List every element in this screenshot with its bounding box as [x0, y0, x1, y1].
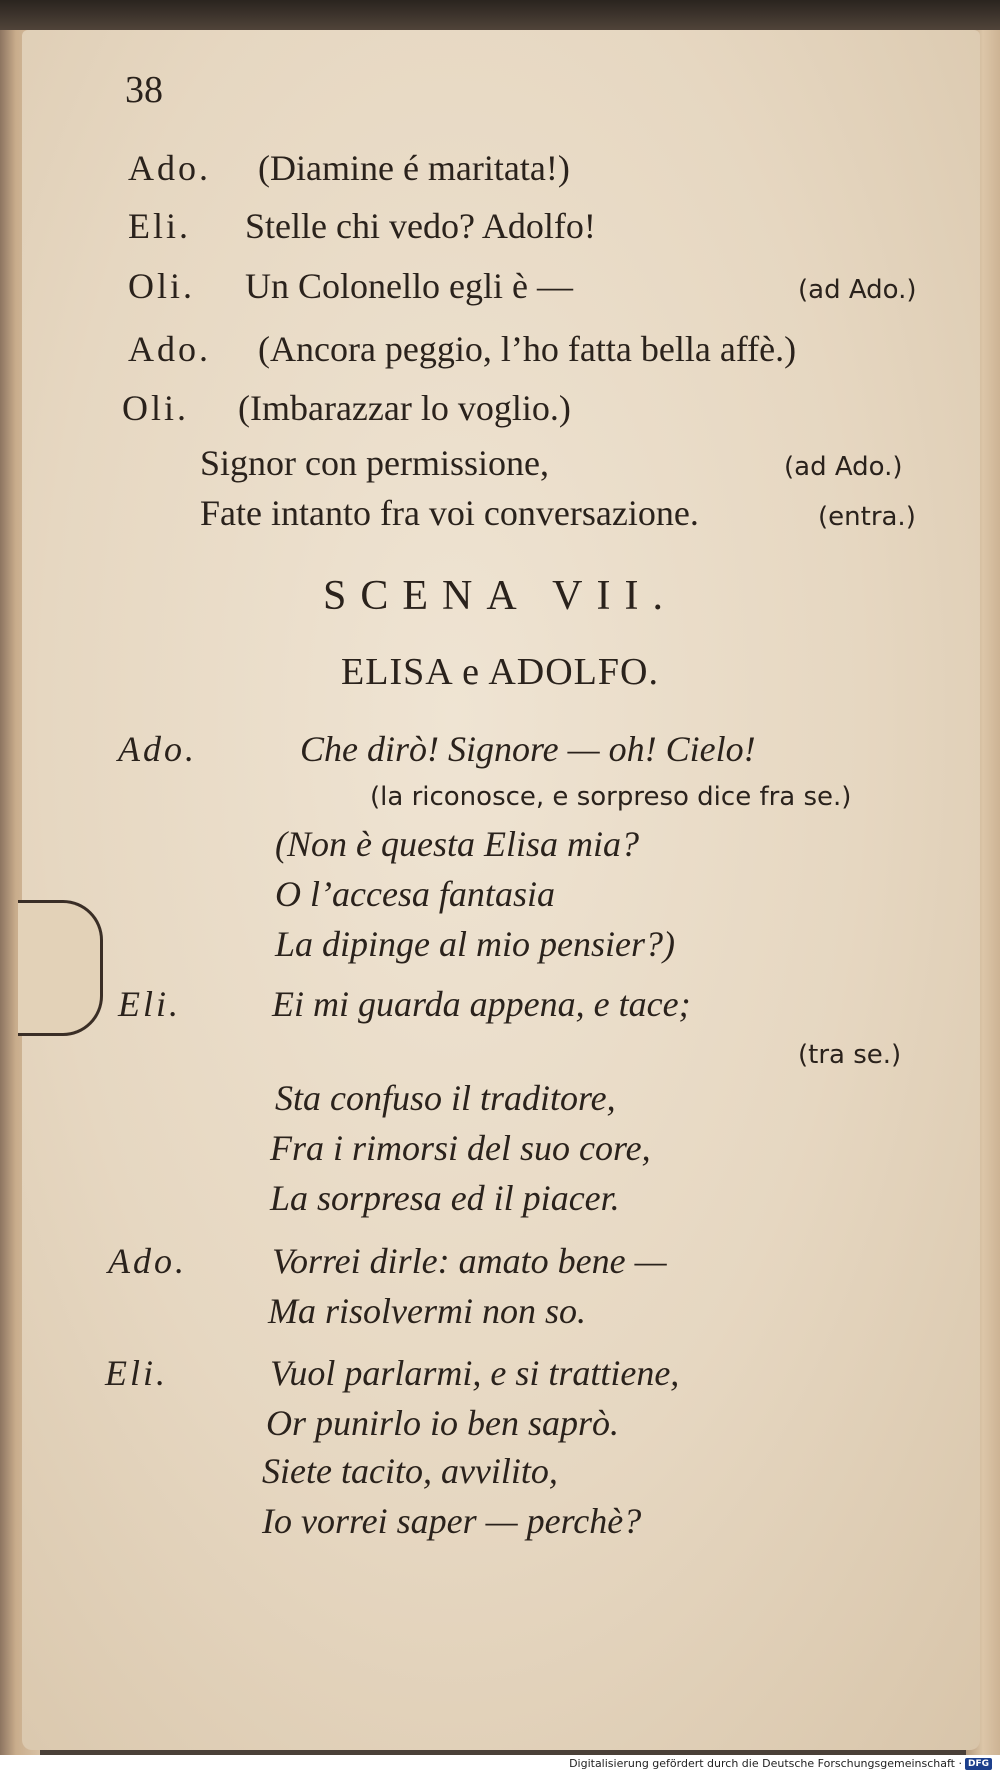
stage-direction: (ad Ado.)	[784, 452, 903, 482]
dialogue-line: (Non è questa Elisa mia?	[275, 824, 639, 864]
speaker-label: Ado.	[118, 729, 197, 769]
stage-direction: (entra.)	[818, 502, 916, 532]
dialogue-line: Or punirlo io ben saprò.	[266, 1403, 620, 1443]
speaker-label: Ado.	[128, 148, 211, 188]
stage-direction: (tra se.)	[798, 1040, 902, 1070]
speaker-label: Oli.	[122, 388, 190, 428]
dialogue-line: Fra i rimorsi del suo core,	[270, 1128, 651, 1168]
dialogue-line: (Diamine é maritata!)	[258, 148, 570, 188]
dialogue-line: Stelle chi vedo? Adolfo!	[245, 206, 596, 246]
stage-direction: (la riconosce, e sorpreso dice fra se.)	[370, 782, 852, 812]
dialogue-line: La dipinge al mio pensier?)	[275, 924, 675, 964]
dialogue-line: O l’accesa fantasia	[275, 874, 555, 914]
dialogue-line: Signor con permissione,	[200, 443, 549, 483]
dialogue-line: Fate intanto fra voi conversazione.	[200, 493, 699, 533]
dialogue-line: (Imbarazzar lo voglio.)	[238, 388, 571, 428]
dialogue-line: (Ancora peggio, l’ho fatta bella affè.)	[258, 329, 797, 369]
page-number: 38	[125, 69, 163, 111]
speaker-label: Eli.	[105, 1353, 168, 1393]
speaker-label: Ado.	[108, 1241, 187, 1281]
dialogue-line: Sta confuso il traditore,	[275, 1078, 616, 1118]
digitization-credit	[569, 1757, 992, 1770]
dialogue-line: Ma risolvermi non so.	[268, 1291, 586, 1331]
speaker-label: Eli.	[128, 206, 191, 246]
scene-characters: ELISA e ADOLFO.	[341, 651, 659, 693]
dialogue-line: Vuol parlarmi, e si trattiene,	[270, 1353, 680, 1393]
dialogue-line: La sorpresa ed il piacer.	[270, 1178, 620, 1218]
dialogue-line: Io vorrei saper — perchè?	[262, 1501, 642, 1541]
credit-text: Digitalisierung gefördert durch die Deutsche Forschungsgemeinschaft ·	[569, 1757, 962, 1770]
speaker-label: Ado.	[128, 329, 211, 369]
stage-direction: (ad Ado.)	[798, 275, 917, 305]
dialogue-line: Che dirò! Signore — oh! Cielo!	[300, 729, 756, 769]
speaker-label: Eli.	[118, 984, 181, 1024]
dialogue-line: Siete tacito, avvilito,	[262, 1451, 558, 1491]
dialogue-line: Ei mi guarda appena, e tace;	[272, 984, 691, 1024]
scene-heading: SCENA VII.	[323, 573, 677, 619]
dialogue-line: Vorrei dirle: amato bene —	[272, 1241, 667, 1281]
speaker-label: Oli.	[128, 266, 196, 306]
dialogue-line: Un Colonello egli è —	[245, 266, 573, 306]
dfg-logo-icon: DFG	[965, 1758, 992, 1770]
